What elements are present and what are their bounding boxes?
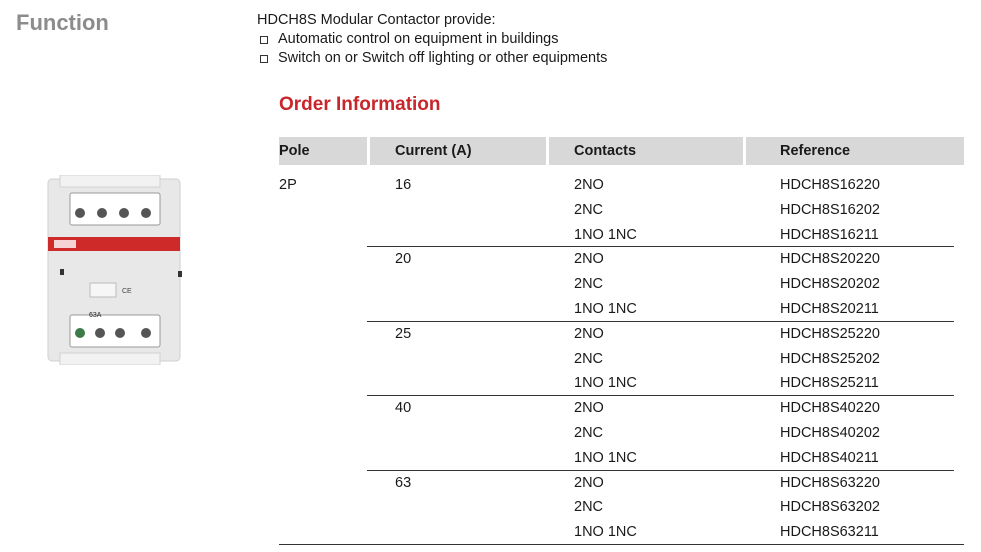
- header-pole: Pole: [279, 137, 367, 165]
- group-divider: [367, 470, 954, 471]
- function-title: Function: [16, 10, 109, 35]
- header-current: Current (A): [370, 137, 546, 165]
- reference-value: HDCH8S20211: [780, 301, 879, 317]
- contacts-value: 2NO: [574, 251, 604, 268]
- contacts-value: 1NO 1NC: [574, 226, 637, 243]
- group-divider: [367, 321, 954, 322]
- reference-value: HDCH8S25211: [780, 375, 879, 392]
- reference-value: HDCH8S63202: [780, 499, 880, 516]
- square-bullet-icon: [260, 36, 268, 44]
- reference-value: HDCH8S40211: [780, 449, 879, 466]
- reference-value: HDCH8S16211: [780, 226, 879, 243]
- group-divider: [367, 395, 954, 396]
- current-value: 40: [395, 400, 412, 417]
- group-divider: [367, 246, 954, 247]
- contacts-value: 2NO: [574, 325, 604, 342]
- contacts-value: 2NO: [574, 474, 604, 491]
- contacts-value: 2NC: [574, 276, 604, 293]
- reference-value: HDCH8S40202: [780, 425, 880, 441]
- bullet-text: Switch on or Switch off lighting or other equipments: [278, 50, 608, 66]
- ce-mark: CE: [122, 288, 132, 295]
- contacts-value: 2NC: [574, 350, 604, 367]
- order-information-title: Order Information: [279, 94, 441, 115]
- reference-value: HDCH8S25220: [780, 325, 880, 342]
- current-value: 63: [395, 474, 412, 491]
- reference-value: HDCH8S20202: [780, 276, 880, 293]
- pole-value: 2P: [279, 177, 297, 193]
- group-divider: [279, 544, 964, 545]
- contacts-value: 2NC: [574, 201, 604, 218]
- header-reference: Reference: [746, 137, 964, 165]
- current-value: 25: [395, 325, 412, 342]
- contacts-value: 2NO: [574, 177, 604, 193]
- reference-value: HDCH8S25202: [780, 350, 880, 367]
- contacts-value: 2NC: [574, 499, 604, 516]
- contactor-product-image: [40, 175, 190, 365]
- current-value: 16: [395, 177, 412, 193]
- bullet-item: [257, 49, 607, 68]
- reference-value: HDCH8S16202: [780, 201, 880, 218]
- reference-value: HDCH8S63220: [780, 474, 880, 491]
- rating-label: 63A: [89, 312, 102, 319]
- contacts-value: 1NO 1NC: [574, 301, 637, 317]
- bullet-text: Automatic control on equipment in buildings: [278, 31, 559, 47]
- header-contacts: Contacts: [549, 137, 743, 165]
- current-value: 20: [395, 251, 412, 268]
- contacts-value: 2NO: [574, 400, 604, 417]
- intro-text: HDCH8S Modular Contactor provide:: [257, 12, 496, 28]
- intro-block: [257, 11, 607, 68]
- reference-value: HDCH8S20220: [780, 251, 880, 268]
- contacts-value: 1NO 1NC: [574, 449, 637, 466]
- reference-value: HDCH8S63211: [780, 524, 879, 541]
- contacts-value: 1NO 1NC: [574, 524, 637, 541]
- bullet-item: [257, 30, 607, 49]
- reference-value: HDCH8S16220: [780, 177, 880, 193]
- square-bullet-icon: [260, 55, 268, 63]
- contacts-value: 2NC: [574, 425, 604, 441]
- contacts-value: 1NO 1NC: [574, 375, 637, 392]
- reference-value: HDCH8S40220: [780, 400, 880, 417]
